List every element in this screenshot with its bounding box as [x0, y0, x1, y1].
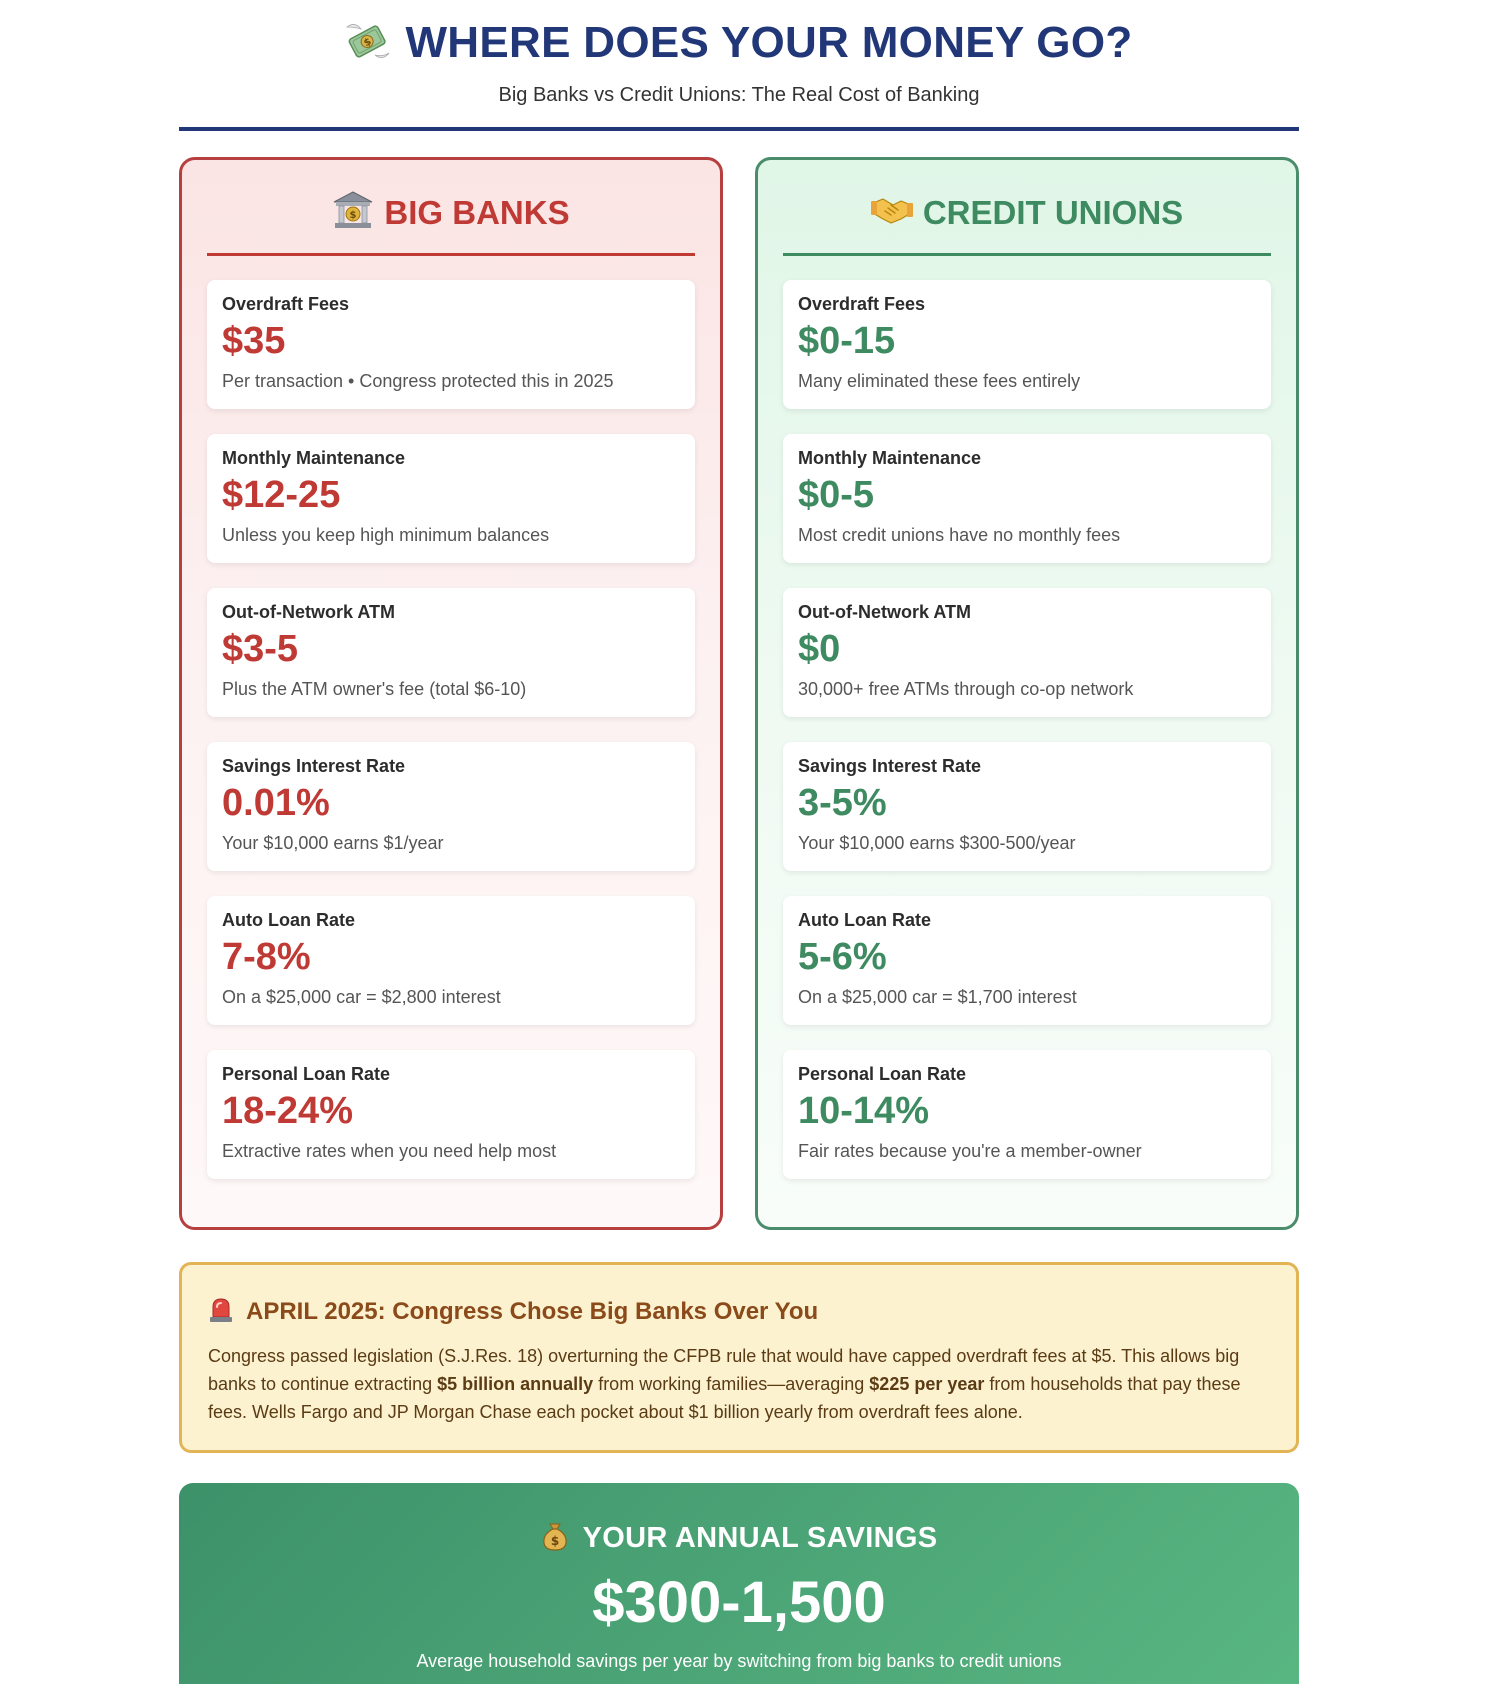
- cu-card-maintenance: [783, 434, 1271, 563]
- savings-header: [179, 1520, 1299, 1557]
- card-label: Out-of-Network ATM: [798, 602, 971, 622]
- card-label: Savings Interest Rate: [798, 756, 982, 776]
- card-label: Auto Loan Rate: [798, 910, 931, 930]
- svg-text:$: $: [362, 35, 374, 49]
- page-subtitle: Big Banks vs Credit Unions: The Real Cost of Banking: [498, 84, 980, 106]
- card-value: 0.01%: [222, 782, 330, 824]
- card-note: 30,000+ free ATMs through co-op network: [798, 678, 1134, 699]
- card-note: Plus the ATM owner's fee (total $6-10): [222, 678, 527, 699]
- bank-card-auto-loan: [207, 896, 695, 1025]
- alert-text-2: from working families—averaging: [593, 1374, 870, 1394]
- card-label: Monthly Maintenance: [798, 448, 982, 468]
- bank-card-overdraft: [207, 280, 695, 409]
- card-value: $0: [798, 628, 841, 670]
- card-value: 10-14%: [798, 1090, 929, 1132]
- card-value: $35: [222, 320, 286, 362]
- card-label: Personal Loan Rate: [798, 1064, 967, 1084]
- alert-title: APRIL 2025: Congress Chose Big Banks Over You: [246, 1297, 819, 1325]
- money-with-wings-icon: [345, 21, 391, 66]
- comparison-columns: [179, 157, 1299, 1230]
- credit-unions-header: [783, 160, 1271, 256]
- credit-unions-title: CREDIT UNIONS: [922, 193, 1184, 231]
- card-note: On a $25,000 car = $2,800 interest: [222, 986, 501, 1007]
- card-label: Monthly Maintenance: [222, 448, 406, 468]
- title-row: [179, 18, 1299, 68]
- card-value: $3-5: [222, 628, 299, 670]
- alert-text-1: Congress passed legislation (S.J.Res. 18) overturning the CFPB rule that would have capped overdraft fees at $5. This allows big banks to continue extracting: [208, 1346, 1240, 1394]
- card-note: Fair rates because you're a member-owner: [798, 1140, 1142, 1161]
- card-value: 5-6%: [798, 936, 887, 978]
- card-note: On a $25,000 car = $1,700 interest: [798, 986, 1077, 1007]
- card-value: 3-5%: [798, 782, 887, 824]
- savings-note: Average household savings per year by switching from big banks to credit unions: [416, 1650, 1062, 1671]
- svg-text:$: $: [349, 210, 357, 221]
- card-value: $12-25: [222, 474, 341, 516]
- alert-header: [208, 1295, 1270, 1328]
- cu-card-auto-loan: [783, 896, 1271, 1025]
- siren-icon: [208, 1295, 234, 1328]
- card-label: Personal Loan Rate: [222, 1064, 391, 1084]
- alert-body: [208, 1342, 1270, 1426]
- alert-bold-2: $225 per year: [869, 1374, 985, 1394]
- card-label: Overdraft Fees: [222, 294, 350, 314]
- card-value: 18-24%: [222, 1090, 353, 1132]
- card-value: $0-15: [798, 320, 896, 362]
- congress-alert: [179, 1262, 1299, 1453]
- handshake-icon: [871, 193, 913, 232]
- card-note: Many eliminated these fees entirely: [798, 370, 1081, 391]
- bank-card-personal-loan: [207, 1050, 695, 1179]
- cu-card-overdraft: [783, 280, 1271, 409]
- card-note: Per transaction • Congress protected this in 2025: [222, 370, 614, 391]
- svg-text:$: $: [550, 1534, 559, 1548]
- bank-card-savings-rate: [207, 742, 695, 871]
- card-value: $0-5: [798, 474, 875, 516]
- page-title: WHERE DOES YOUR MONEY GO?: [405, 18, 1133, 67]
- card-note: Unless you keep high minimum balances: [222, 524, 550, 545]
- card-label: Savings Interest Rate: [222, 756, 406, 776]
- card-note: Extractive rates when you need help most: [222, 1140, 557, 1161]
- card-note: Your $10,000 earns $300-500/year: [798, 832, 1076, 853]
- credit-unions-panel: [755, 157, 1299, 1230]
- bank-building-icon: [332, 190, 374, 235]
- money-bag-icon: [541, 1520, 569, 1557]
- cu-card-savings-rate: [783, 742, 1271, 871]
- big-banks-panel: [179, 157, 723, 1230]
- bank-card-atm: [207, 588, 695, 717]
- card-value: 7-8%: [222, 936, 311, 978]
- header-divider: [179, 127, 1299, 131]
- bank-card-maintenance: [207, 434, 695, 563]
- big-banks-title: BIG BANKS: [384, 193, 570, 231]
- cu-card-atm: [783, 588, 1271, 717]
- big-banks-header: [207, 160, 695, 256]
- card-note: Your $10,000 earns $1/year: [222, 832, 444, 853]
- card-label: Auto Loan Rate: [222, 910, 355, 930]
- savings-title: YOUR ANNUAL SAVINGS: [582, 1522, 938, 1554]
- page-header: [179, 0, 1299, 131]
- alert-bold-1: $5 billion annually: [437, 1374, 594, 1394]
- alert-text-3: from households that pay these fees. Wells Fargo and JP Morgan Chase each pocket about $1 billion yearly from overdraft fees alone.: [208, 1374, 1241, 1422]
- cu-card-personal-loan: [783, 1050, 1271, 1179]
- card-label: Overdraft Fees: [798, 294, 926, 314]
- card-label: Out-of-Network ATM: [222, 602, 395, 622]
- savings-value: $300-1,500: [592, 1570, 886, 1635]
- annual-savings-panel: [179, 1483, 1299, 1684]
- card-note: Most credit unions have no monthly fees: [798, 524, 1121, 545]
